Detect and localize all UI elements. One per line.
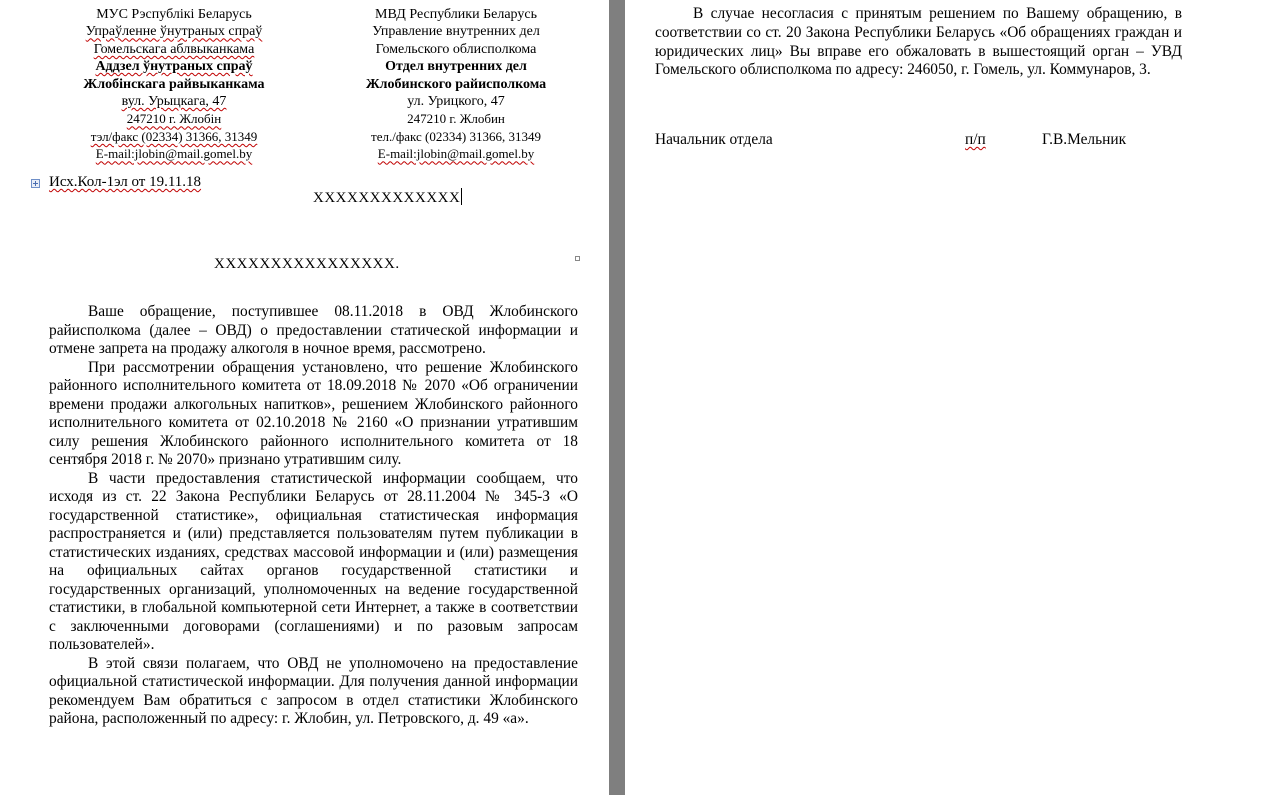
letterhead-line: Упраўленне ўнутраных спраў (85, 24, 263, 40)
letterhead-line: МВД Республики Беларусь (375, 7, 537, 22)
paragraph-marker-icon (575, 256, 580, 261)
letterhead-line: Отдел внутренних дел (385, 59, 527, 75)
body-paragraph: При рассмотрении обращения установлено, что решение Жлобинского районного исполнительного комитета от 18.09.2018 № 2070 «Об ограничении времени продажи алкогольных напитков», решением Жлобинского районного исполнительного комитета от 02.10.2018 № 2160 «О признании утратившим силу решения Жлобинского районного исполнительного комитета от 18 сентября 2018 г. № 2070» признано утратившим силу. (49, 358, 578, 468)
letterhead-line: тел./факс (02334) 31366, 31349 (371, 128, 541, 144)
letterhead-email: E-mail:jlobin@mail.gomel.by (95, 146, 253, 162)
document-page-1[interactable] (0, 0, 609, 795)
text-cursor (461, 188, 462, 205)
letterhead-belarusian (44, 6, 304, 163)
letterhead-line: Аддзел ўнутраных спраў (95, 59, 253, 75)
appeal-rights-paragraph (655, 5, 1182, 80)
letterhead-line: Гомельскага аблвыканкама (93, 41, 255, 57)
document-page-2[interactable] (625, 0, 1280, 795)
letterhead-line: Жлобінскага райвыканкама (83, 76, 265, 92)
letterhead-line: тэл/факс (02334) 31366, 31349 (90, 128, 258, 144)
addressee-text: ХХХХХХХХХХХХХ (313, 190, 461, 206)
body-paragraph: В этой связи полагаем, что ОВД не уполномочено на предоставление официальной статистической информации. Для получения данной информации рекомендуем Вам обратиться с запросом в отдел статистики Жлобинского района, расположенный по адресу: г. Жлобин, ул. Петровского, д. 49 «а». (49, 654, 578, 727)
letterhead-line: Управление внутренних дел (372, 24, 540, 40)
letterhead-line: Гомельского облисполкома (375, 41, 537, 57)
table-move-handle-icon[interactable] (31, 179, 40, 188)
letterhead-line: 247210 г. Жлобін (126, 111, 222, 127)
letterhead-email: E-mail:jlobin@mail.gomel.by (377, 146, 535, 162)
letterhead-line: ул. Урицкого, 47 (407, 94, 505, 110)
letterhead-line: 247210 г. Жлобин (407, 111, 505, 127)
signatory-title: Начальник отдела (655, 131, 773, 148)
appeal-text: В случае несогласия с принятым решением по Вашему обращению, в соответствии со ст. 20 Закона Республики Беларусь «Об обращениях граждан и юридических лиц» Вы вправе его обжаловать в вышестоящий орган – УВД Гомельского облисполкома по адресу: 246050, г. Гомель, ул. Коммунаров, 3. (655, 5, 1182, 79)
letter-body[interactable] (49, 303, 578, 729)
signature-mark: п/п (965, 131, 986, 148)
letterhead-russian (325, 6, 587, 163)
salutation: ХХХХХХХХХХХХХХХХ. (214, 256, 400, 272)
outgoing-reference: Исх.Кол-1эл от 19.11.18 (49, 174, 202, 190)
signatory-name: Г.В.Мельник (1042, 131, 1127, 148)
letterhead-line: вул. Урыцкага, 47 (121, 94, 227, 110)
addressee-line[interactable] (313, 188, 462, 207)
body-paragraph: В части предоставления статистической информации сообщаем, что исходя из ст. 22 Закона Республики Беларусь от 28.11.2004 № 345-З «О государственной статистике», официальная статистическая информация распространяется и (или) представляется пользователям путем публикации в статистических изданиях, средствах массовой информации и (или) размещения на официальных сайтах органов государственной статистики и государственных организаций, уполномоченных на ведение государственной статистики, в глобальной компьютерной сети Интернет, а также в соответствии с заключенными договорами (соглашениями) и по разовым запросам пользователей». (49, 469, 578, 653)
letterhead-line: МУС Рэспублікі Беларусь (96, 7, 252, 22)
letterhead-line: Жлобинского райисполкома (365, 76, 547, 92)
body-paragraph: Ваше обращение, поступившее 08.11.2018 в ОВД Жлобинского райисполкома (далее – ОВД) о предоставлении статической информации и отмене запрета на продажу алкоголя в ночное время, рассмотрено. (49, 303, 578, 357)
